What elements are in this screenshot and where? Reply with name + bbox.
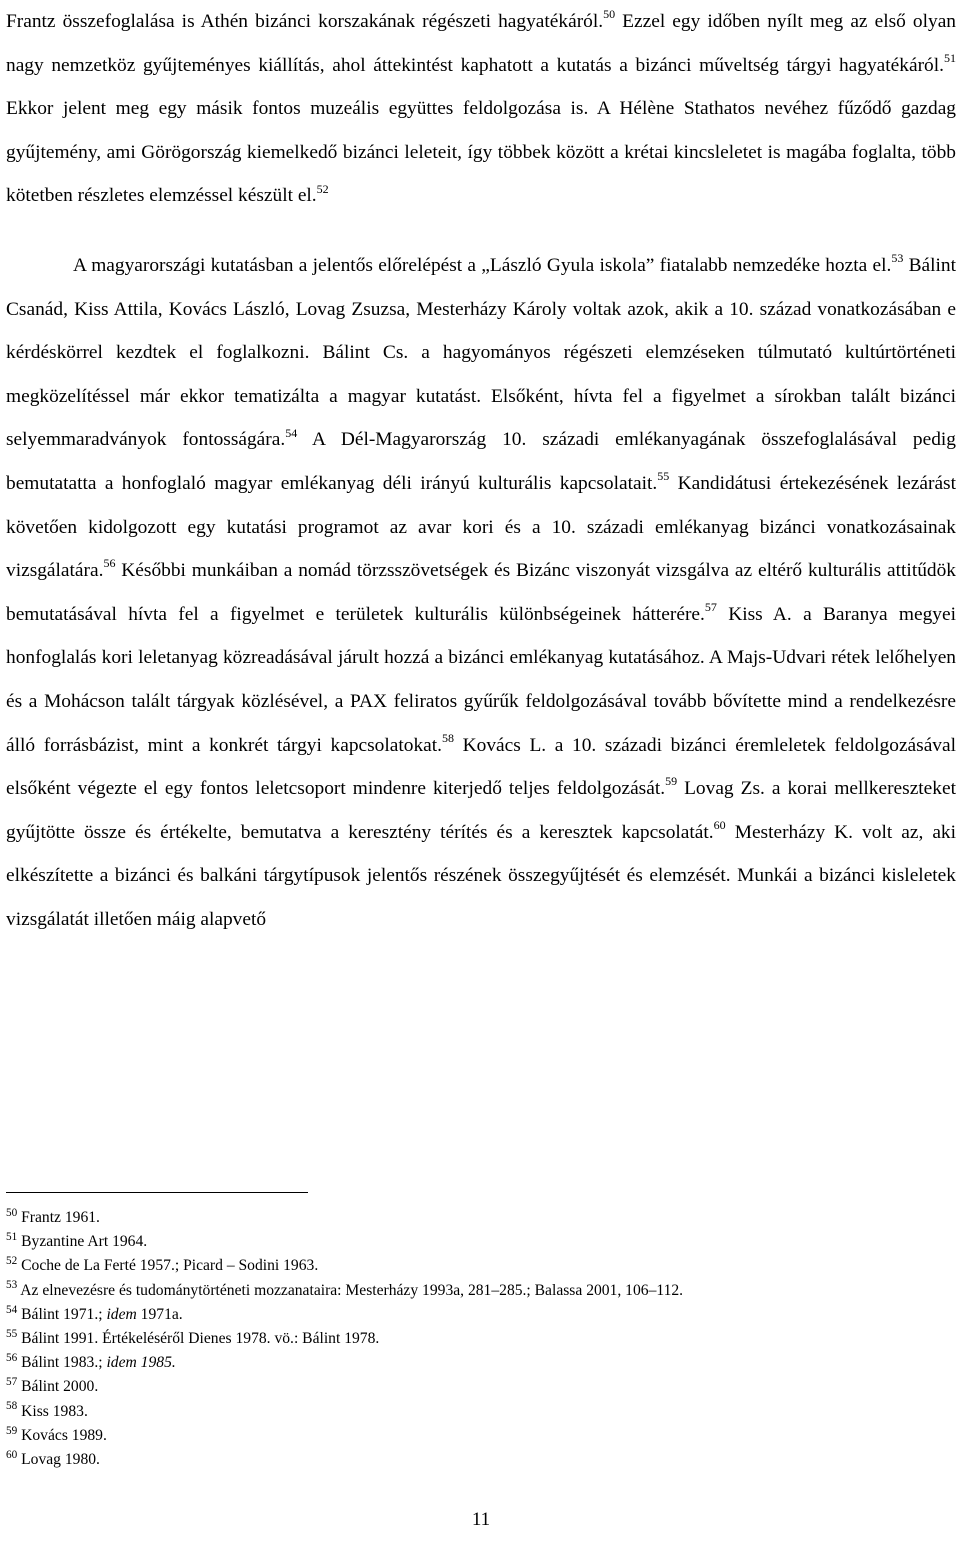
footnote-item	[6, 1424, 956, 1448]
footnote-ref[interactable]: 50	[603, 7, 616, 22]
footnote-ref[interactable]: 52	[316, 181, 329, 196]
footnote-ref[interactable]: 53	[891, 251, 904, 266]
footnote-item	[6, 1206, 956, 1230]
text-run: Kiss 1983.	[21, 1402, 88, 1420]
footnote-ref[interactable]: 55	[657, 469, 670, 484]
footnote-item	[6, 1375, 956, 1399]
footnote-ref[interactable]: 59	[665, 774, 678, 789]
footnote-item	[6, 1448, 956, 1472]
footnote-number: 54	[6, 1303, 18, 1316]
text-run: Bálint 2000.	[21, 1378, 99, 1396]
italic-text: idem	[106, 1305, 137, 1323]
footnote-ref[interactable]: 57	[704, 600, 717, 615]
footnote-number: 50	[6, 1206, 18, 1219]
footnote-number: 51	[6, 1231, 18, 1244]
text-run: Kovács L. a 10. századi bizánci éremleletek feldolgozásával elsőként végezte el egy fontos leletcsoport mindenre kiterjedő teljes feldolgozását.	[6, 734, 956, 800]
footnote-number: 58	[6, 1400, 18, 1413]
text-run: Byzantine Art 1964.	[21, 1233, 148, 1251]
footnote-item	[6, 1254, 956, 1278]
text-run: Az elnevezésre és tudománytörténeti mozzanataira: Mesterházy 1993a, 281–285.; Balassa 2001, 106–112.	[20, 1281, 684, 1299]
footnote-ref[interactable]: 58	[441, 730, 454, 745]
footnote-list	[6, 1206, 956, 1472]
footnote-item	[6, 1303, 956, 1327]
footnote-number: 52	[6, 1255, 18, 1268]
footnote-number: 56	[6, 1352, 18, 1365]
text-run: Lovag Zs. a korai mellkereszteket gyűjtötte össze és értékelte, bemutatva a keresztény térítés és a keresztek kapcsolatát.	[6, 778, 956, 843]
text-run: Coche de La Ferté 1957.; Picard – Sodini 1963.	[21, 1257, 319, 1275]
footnote-number: 53	[6, 1279, 18, 1292]
footnote-ref[interactable]: 60	[713, 818, 726, 833]
text-run: Ezzel egy időben nyílt meg az első olyan nagy nemzetköz gyűjteményes kiállítás, ahol áttekintést kaphatott a kutatás a bizánci műveltség tárgyi hagyatékáról.	[6, 11, 957, 76]
footnote-ref[interactable]: 51	[943, 50, 956, 65]
document-page	[6, 0, 956, 1545]
footnote-item	[6, 1400, 956, 1424]
footnote-item	[6, 1279, 956, 1303]
text-run: Frantz összefoglalása is Athén bizánci korszakának régészeti hagyatékáról.	[6, 11, 604, 32]
text-run: Későbbi munkáiban a nomád törzsszövetségek és Bizánc viszonyát vizsgálva az eltérő kulturális attitűdök bemutatásával hívta fel a figyelmet e területek kulturális különbségeinek hátterére.	[6, 560, 956, 625]
footnote-number: 60	[6, 1448, 18, 1461]
paragraph-2	[6, 244, 956, 942]
footnote-separator	[6, 1192, 308, 1193]
text-run: Bálint Csanád, Kiss Attila, Kovács László, Lovag Zsuzsa, Mesterházy Károly voltak azok, akik a 10. század vonatkozásában e kérdéskörrel kezdtek el foglalkozni. Bálint Cs. a hagyományos régészeti elemzéseken túlmutató kultúrtörténeti megközelítéssel már ekkor tematizálta a magyar kutatást. Elsőként, hívta fel a figyelmet a sírokban talált bizánci selyemmaradványok fontosságára.	[6, 254, 956, 451]
text-run: Kandidátusi értekezésének lezárást követően kidolgozott egy kutatási programot az avar kori és a 10. századi emlékanyag bizánci vonatkozásainak vizsgálatára.	[6, 472, 956, 582]
paragraph-1	[6, 0, 956, 218]
footnote-item	[6, 1351, 956, 1375]
page-number: 11	[471, 1509, 491, 1530]
text-run: A Dél-Magyarország 10. századi emlékanyagának összefoglalásával pedig bemutatatta a honfoglaló magyar emlékanyag déli irányú kulturális kapcsolatait.	[6, 429, 956, 494]
footnote-ref[interactable]: 56	[103, 556, 116, 571]
text-run: Lovag 1980.	[21, 1451, 100, 1469]
footnote-number: 59	[6, 1424, 18, 1437]
text-run: Bálint 1983.;	[21, 1354, 107, 1372]
footnote-number: 57	[6, 1376, 18, 1389]
text-run: Bálint 1971.;	[21, 1305, 107, 1323]
text-run: Kovács 1989.	[21, 1426, 107, 1444]
footnote-number: 55	[6, 1327, 18, 1340]
text-run: Kiss A. a Baranya megyei honfoglalás kori leletanyag közreadásával járult hozzá a bizánci emlékanyag kutatásához. A Majs-Udvari rétek lelőhelyen és a Mohácson talált tárgyak közlésével, a PAX feliratos gyűrűk feldolgozásával tovább bővítette mind a rendelkezésre álló forrásbázist, mint a konkrét tárgyi kapcsolatokat.	[6, 603, 956, 756]
footnote-ref[interactable]: 54	[285, 425, 298, 440]
text-run: Ekkor jelent meg egy másik fontos muzeális együttes feldolgozása is. A Hélène Stathatos nevéhez fűződő gazdag gyűjtemény, ami Görögország kiemelkedő bizánci leleteit, így többek között a krétai kincsleletet is magába foglalta, több kötetben részletes elemzéssel készült el.	[6, 98, 956, 207]
text-run: Mesterházy K. volt az, aki elkészítette a bizánci és balkáni tárgytípusok jelentős részének összegyűjtését és elemzését. Munkái a bizánci kisleletek vizsgálatát illetően máig alapvető	[6, 821, 957, 930]
text-run: Bálint 1991. Értékeléséről Dienes 1978. vö.: Bálint 1978.	[21, 1330, 380, 1348]
text-run: Frantz 1961.	[21, 1209, 100, 1226]
footnote-item	[6, 1230, 956, 1254]
text-run: A magyarországi kutatásban a jelentős előrelépést a „László Gyula iskola” fiatalabb nemzedéke hozta el.	[73, 254, 892, 276]
text-run: 1971a.	[136, 1305, 183, 1323]
footnote-item	[6, 1327, 956, 1351]
italic-text: idem 1985.	[106, 1354, 176, 1372]
